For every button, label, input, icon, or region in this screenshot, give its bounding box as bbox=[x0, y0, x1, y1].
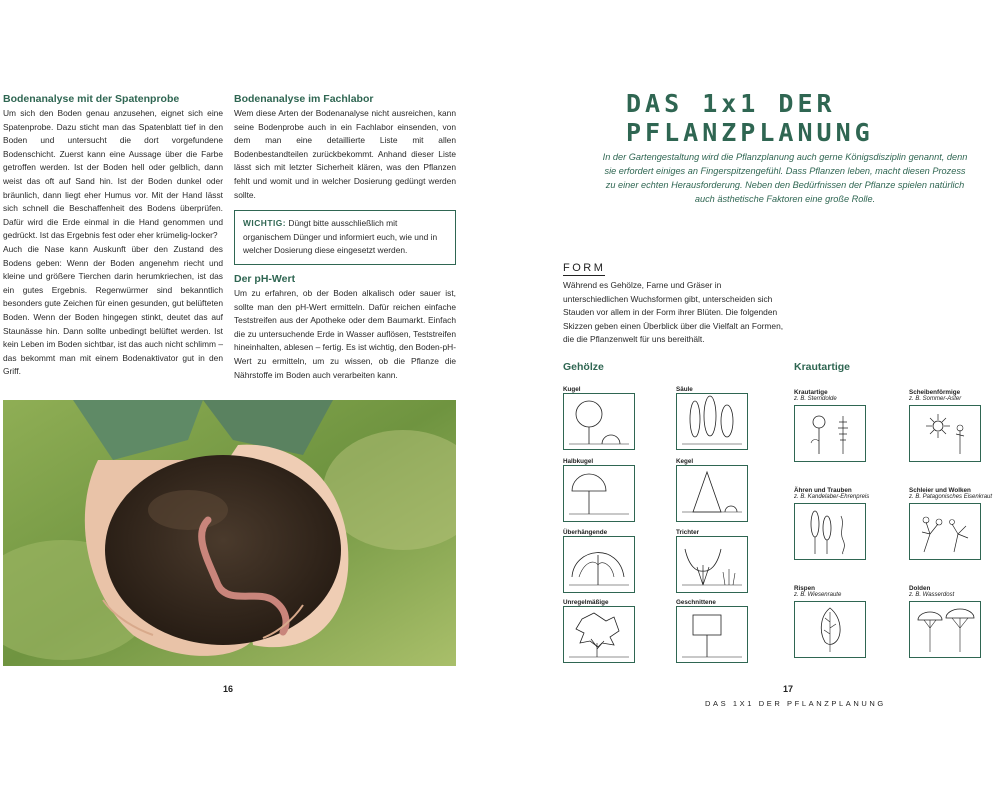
sketch-label: Dolden bbox=[909, 585, 931, 592]
page-number-left: 16 bbox=[223, 684, 234, 694]
krautartige-heading: Krautartige bbox=[794, 361, 851, 373]
sketch-label: Rispen bbox=[794, 585, 815, 592]
geschnittene-icon bbox=[676, 606, 748, 663]
sketch-label: Kegel bbox=[676, 458, 694, 465]
warning-box bbox=[234, 210, 456, 265]
sketch-saeule bbox=[676, 386, 748, 450]
sketch-label: Scheibenförmige bbox=[909, 389, 961, 396]
form-heading bbox=[563, 262, 605, 274]
sketch-halbkugel bbox=[563, 458, 635, 522]
sketch-label: Krautartige bbox=[794, 389, 828, 396]
sketch-geschnittene bbox=[676, 599, 748, 663]
aster-icon bbox=[909, 405, 981, 462]
sketch-rispen bbox=[794, 585, 866, 658]
sketch-example: z. B. Wasserdost bbox=[909, 592, 955, 598]
heading-spatenprobe: Bodenanalyse mit der Spatenprobe bbox=[3, 93, 180, 105]
sketch-example: z. B. Patagonisches Eisenkraut bbox=[909, 494, 993, 500]
left-column-1 bbox=[3, 93, 223, 379]
sketch-label: Schleier und Wolken bbox=[909, 487, 971, 494]
sketch-scheibenfoermige bbox=[909, 389, 981, 462]
gehoelze-heading: Gehölze bbox=[563, 361, 604, 373]
sketch-dolden bbox=[909, 585, 981, 658]
sketch-kegel bbox=[676, 458, 748, 522]
trichter-icon bbox=[676, 536, 748, 593]
sketch-label: Unregelmäßige bbox=[563, 599, 609, 606]
left-column-2 bbox=[234, 93, 456, 382]
paragraph: Um sich den Boden genau anzusehen, eignet sich eine Spatenprobe. Dazu sticht man das Spatenblatt tief in den Boden und untersucht die dort vorgefundene Bodenschicht. Zuerst kann eine Aussage über die Farbe getroffen werden. Ist der Boden hell oder gelblich, dann weist das oft auf Sand hin. Ist der Boden dunkel oder bräunlich, dann liegt eher Humus vor. Mit der Hand lässt sich schnell die Beschaffenheit des Bodens überprüfen. Dafür wird die Erde einmal in die Hand genommen und gedrückt. Ist das Ergebnis fest oder eher krümelig-locker? bbox=[3, 108, 223, 241]
photo-illustration bbox=[3, 400, 456, 666]
soil-hands-photo bbox=[3, 400, 456, 666]
sketch-unregelmaessige bbox=[563, 599, 635, 663]
sterndolde-icon bbox=[794, 405, 866, 462]
sketch-label: Überhängende bbox=[563, 529, 608, 536]
page-title: DAS 1x1 DER PFLANZPLANUNG bbox=[626, 89, 874, 147]
text-spatenprobe bbox=[3, 107, 223, 379]
sketch-example: z. B. Sommer-Aster bbox=[909, 396, 962, 402]
paragraph: Auch die Nase kann Auskunft über den Zustand des Bodens geben: Wenn der Boden angenehm riecht und kleine und größere Tierchen darin herumkriechen, ist das ein gutes Ergebnis. Regenwürmer sind bekanntlich besonders gute Zeichen für einen gesunden, gut belüfteten Boden. Wenn der Boden hingegen stinkt, deutet das auf Staunässe hin. Dann sollte unbedingt belüftet werden. Ist kein Leben im Boden sichtbar, ist das auch nicht schlimm – das bekommt man mit einem Bodenaktivator gut in den Griff. bbox=[3, 243, 223, 377]
saeule-icon bbox=[676, 393, 748, 450]
warning-label: WICHTIG: bbox=[243, 218, 287, 229]
sketch-label: Halbkugel bbox=[563, 458, 594, 465]
form-text: Während es Gehölze, Farne und Gräser in unterschiedlichen Wuchsformen gibt, unterscheiden sich Stauden vor allem in der Form ihrer Blüten. Die folgenden Skizzen geben einen Überblick über die Vielfalt an Formen, die die Pflanzenwelt für uns bereithält. bbox=[563, 280, 784, 345]
sketch-label: Trichter bbox=[676, 529, 700, 536]
sketch-kugel bbox=[563, 386, 635, 450]
heading-ph-wert: Der pH-Wert bbox=[234, 272, 296, 285]
warning-text: Düngt bitte ausschließlich mit organischem Dünger und informiert euch, wie und in welcher Dosierung diese eingesetzt werden. bbox=[243, 218, 438, 256]
form-heading-label: FORM bbox=[563, 262, 606, 274]
sketch-krautartige bbox=[794, 389, 866, 462]
running-footer: DAS 1X1 DER PFLANZPLANUNG bbox=[705, 699, 886, 708]
heading-fachlabor: Bodenanalyse im Fachlabor bbox=[234, 93, 374, 105]
ehrenpreis-icon bbox=[794, 503, 866, 560]
sketch-example: z. B. Wiesenraute bbox=[794, 592, 842, 598]
eisenkraut-icon bbox=[909, 503, 981, 560]
halbkugel-icon bbox=[563, 465, 635, 522]
sketch-ueberhaengende bbox=[563, 529, 635, 593]
sketch-example: z. B. Sterndolde bbox=[794, 396, 837, 402]
intro-text: In der Gartengestaltung wird die Pflanzplanung auch gerne Königsdisziplin genannt, denn sie erfordert einiges an Fingerspitzengefühl. Dass Pflanzen leben, macht diesen Prozess zu einer echten Herausforderung. Neben den Bedürfnissen der Pflanze spielen natürlich auch ästhetische Faktoren eine große Rolle. bbox=[602, 152, 968, 204]
wasserdost-icon bbox=[909, 601, 981, 658]
page-number-right: 17 bbox=[783, 684, 794, 694]
sketch-aehren bbox=[794, 487, 869, 560]
sketch-example: z. B. Kandelaber-Ehrenpreis bbox=[794, 494, 870, 500]
sketch-trichter bbox=[676, 529, 748, 593]
gehoelze-grid bbox=[563, 386, 743, 676]
sketch-schleier bbox=[909, 487, 992, 560]
krautartige-grid bbox=[794, 389, 994, 679]
text-ph-wert: Um zu erfahren, ob der Boden alkalisch oder sauer ist, sollte man den pH-Wert ermitteln. Dafür reichen einfache Teststreifen aus der Apotheke oder dem Baumarkt. Einfach die zu untersuchende Erde in Wasser auflösen, Teststreifen hineinhalten, ablesen – fertig. Es ist wichtig, den Boden-pH-Wert zu ermitteln, um zu wissen, ob die Pflanze die Nährstoffe im Boden auch verarbeiten kann. bbox=[234, 287, 456, 380]
kugel-icon bbox=[563, 393, 635, 450]
sketch-label: Kugel bbox=[563, 386, 581, 393]
sketch-label: Geschnittene bbox=[676, 599, 716, 606]
ueberhaengende-icon bbox=[563, 536, 635, 593]
kegel-icon bbox=[676, 465, 748, 522]
unregelmaessige-icon bbox=[563, 606, 635, 663]
sketch-label: Säule bbox=[676, 386, 693, 393]
text-fachlabor: Wem diese Arten der Bodenanalyse nicht ausreichen, kann seine Bodenprobe auch in ein Fachlabor einsenden, von dem man eine detaillierte Liste mit allen Bodenbestandteilen zurückbekommt. Anhand dieser Liste lässt sich mit letzter Sicherheit klären, was den Pflanzen fehlt und womit und in welcher Dosierung gedüngt werden sollte. bbox=[234, 108, 456, 200]
wiesenraute-icon bbox=[794, 601, 866, 658]
sketch-label: Ähren und Trauben bbox=[794, 487, 852, 494]
